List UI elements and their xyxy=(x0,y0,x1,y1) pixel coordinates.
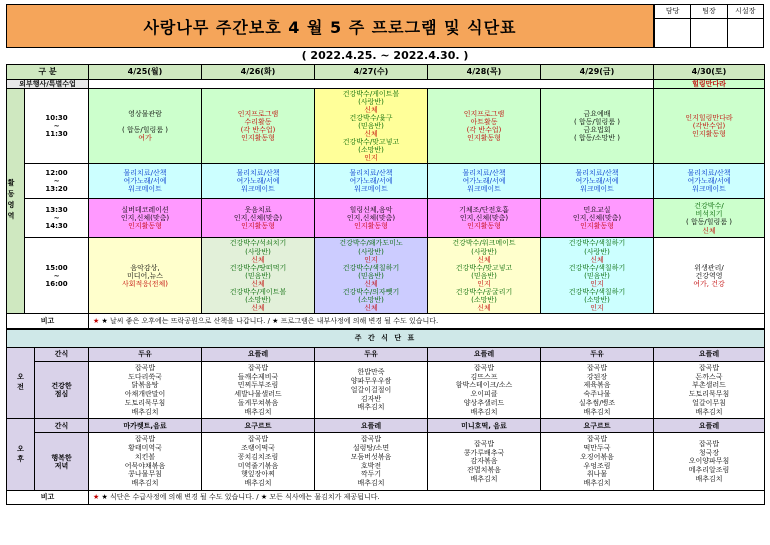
page-title xyxy=(6,4,654,48)
menu-lunch-label: 건강한 점심 xyxy=(35,361,89,419)
col-header-6: 4/30(토) xyxy=(654,65,765,80)
time-slot-1: 10:30 ~ 11:30 xyxy=(25,89,89,164)
col-header-1: 4/25(월) xyxy=(89,65,202,80)
menu-dinner-sat: 잡곡밥 청국장 오이양파무침 메추리알조림 배추김치 xyxy=(654,433,765,491)
cell-2-sat: 물리치료/산책 여가노래/서예 워크메이트 xyxy=(654,164,765,199)
weekly-menu-table xyxy=(6,329,765,505)
menu-title: 주 간 식 단 표 xyxy=(7,329,765,347)
cell-2-wed: 물리치료/산책 여가노래/서예 워크메이트 xyxy=(315,164,428,199)
menu-snack-am-tue: 요플레 xyxy=(202,347,315,361)
menu-lunch-fri: 잡곡밥 강된장 제육볶음 숙주나물 실추썸/뱅조 배추김치 xyxy=(541,361,654,419)
time-slot-2: 12:00 ~ 13:20 xyxy=(25,164,89,199)
schedule-note-text: ★ ★ 날씨 좋은 오후에는 뜨락공원으로 산책을 나갑니다. / ★ 프로그램은 내부사정에 의해 변경 될 수도 있습니다. xyxy=(89,313,765,328)
approval-signature-box xyxy=(654,4,764,48)
menu-snack-label-pm: 간식 xyxy=(35,419,89,433)
sign-label-0: 담당 xyxy=(655,5,691,19)
cell-2-thu: 물리치료/산책 여가노래/서예 워크메이트 xyxy=(428,164,541,199)
col-header-4: 4/28(목) xyxy=(428,65,541,80)
schedule-row-4 xyxy=(7,238,765,313)
cell-3-thu: 기체조/단전호흡 인지,신체(맞춤) 인지활동형 xyxy=(428,199,541,238)
sign-space-1[interactable] xyxy=(691,19,727,48)
special-row-value: 힐링만다라 xyxy=(654,80,765,89)
page-title-text: 사랑나무 주간보호 4 월 5 주 프로그램 및 식단표 xyxy=(143,17,517,37)
cell-1-thu: 인지프로그램 아트활동 (각 반수업) 인지활동형 xyxy=(428,89,541,164)
period-text: ( 2022.4.25. ~ 2022.4.30. ) xyxy=(301,49,469,62)
menu-snack-pm-sat: 요플레 xyxy=(654,419,765,433)
schedule-note-label: 비고 xyxy=(7,313,89,328)
menu-lunch-mon: 잡곡밥 도다리쑥국 닭볶음탕 아채개란말이 도토리묵무침 배추김치 xyxy=(89,361,202,419)
menu-lunch-tue: 잡곡밥 들깨수제비국 민찌두부조림 세발나물샐러드 돌게무쳐볶음 배추김치 xyxy=(202,361,315,419)
cell-2-fri: 물리치료/산책 여가노래/서예 워크메이트 xyxy=(541,164,654,199)
cell-4-sat: 위생관리/ 건강역영 여가, 건강 xyxy=(654,238,765,313)
menu-note-text: ★ ★ 식단은 수급사정에 의해 변경 될 수도 있습니다. / ★ 모든 식사에는 물김치가 제공됩니다. xyxy=(89,490,765,504)
menu-lunch-thu: 잡곡밥 김뜨스프 함박스테이크/소스 오이피클 양상추샐러드 배추김치 xyxy=(428,361,541,419)
schedule-header-row xyxy=(7,65,765,80)
cell-4-thu: 건강박수/워크메이트 (사랑반) 신체 건강박수/맞고넣고 (믿음반) 인지 건강박수/공굴리기 (소망반) 신체 xyxy=(428,238,541,313)
cell-3-mon: 실버데코레이션 인지,신체(맞춤) 인지활동형 xyxy=(89,199,202,238)
menu-lunch-wed: 한밥만죽 양파무우우쌈 얼갈이걸절이 김자반 배추김치 xyxy=(315,361,428,419)
menu-lunch-sat: 잡곡밥 돈까스국 부촌샐러드 도토리묵무침 얼갈이무침 배추김치 xyxy=(654,361,765,419)
cell-3-fri: 민요교실 인지,신체(맞춤) 인지활동형 xyxy=(541,199,654,238)
menu-note-label: 비고 xyxy=(7,490,89,504)
special-row-blank xyxy=(89,80,654,89)
menu-dinner-mon: 잡곡밥 황태미역국 치킨볼 어묵야채볶음 콩나물무침 배추김치 xyxy=(89,433,202,491)
activity-area-label: 활동영역 xyxy=(7,89,25,314)
menu-snack-pm-wed: 요플레 xyxy=(315,419,428,433)
cell-4-tue: 건강박수/석쇠치기 (사랑반) 신체 건강박수/땅떠먹기 (믿음반) 신체 건강박수/게이트볼 (소망반) 신체 xyxy=(202,238,315,313)
menu-am-label: 오전 xyxy=(7,347,35,419)
cell-2-tue: 물리치료/산책 여가노래/서예 워크메이트 xyxy=(202,164,315,199)
menu-dinner-fri: 잡곡밥 떡만두국 오징어볶음 우엉조림 취나물 배추김치 xyxy=(541,433,654,491)
menu-snack-am-sat: 요플레 xyxy=(654,347,765,361)
menu-dinner-row xyxy=(7,433,765,491)
cell-4-mon: 음악감상, 미디어,뉴스 사회적응(전체) xyxy=(89,238,202,313)
menu-note-row xyxy=(7,490,765,504)
menu-pm-label: 오후 xyxy=(7,419,35,491)
schedule-note-row xyxy=(7,313,765,328)
cell-1-fri: 금요예배 ( 합동/힐링룸 ) 금요법회 ( 합동/소망반 ) xyxy=(541,89,654,164)
menu-dinner-thu: 잡곡밥 콩가루배추국 감자볶음 잔멸치볶음 배추김치 xyxy=(428,433,541,491)
cell-4-fri: 건강박수/색칠하기 (사랑반) 신체 건강박수/색칠하기 (믿음반) 인지 건강박수/색칠하기 (소망반) 인지 xyxy=(541,238,654,313)
menu-snack-pm-mon: 마가렛트,음료 xyxy=(89,419,202,433)
cell-3-sat: 건강박수/ 비석치기 ( 합동/힐링룸 ) 신체 xyxy=(654,199,765,238)
menu-snack-am-fri: 두유 xyxy=(541,347,654,361)
sign-space-0[interactable] xyxy=(655,19,691,48)
menu-dinner-tue: 잡곡밥 조랭이떡국 꽁치김치조림 미역줄기볶음 햇잎장아찌 배추김치 xyxy=(202,433,315,491)
time-slot-3: 13:30 ~ 14:30 xyxy=(25,199,89,238)
menu-snack-am-thu: 요플레 xyxy=(428,347,541,361)
cell-4-wed: 건강박수/왜가도미노 (사랑반) 인지 건강박수/색칠하기 (믿음반) 신체 건강박수/의자뺏기 (소망반) 신체 xyxy=(315,238,428,313)
menu-note-value: ★ 식단은 수급사정에 의해 변경 될 수도 있습니다. / ★ 모든 식사에는 물김치가 제공됩니다. xyxy=(101,493,380,502)
cell-3-tue: 웃음치료 인지,신체(맞춤) 인지활동형 xyxy=(202,199,315,238)
menu-dinner-label: 행복한 저녁 xyxy=(35,433,89,491)
weekly-schedule-table xyxy=(6,64,765,329)
menu-snack-label-am: 간식 xyxy=(35,347,89,361)
sign-label-2: 시설장 xyxy=(727,5,763,19)
cell-2-mon: 물리치료/산책 여가노래/서예 워크메이트 xyxy=(89,164,202,199)
menu-snack-pm-fri: 요구르트 xyxy=(541,419,654,433)
special-row-label: 외부행사/특별수업 xyxy=(7,80,89,89)
menu-lunch-row xyxy=(7,361,765,419)
menu-snack-am-row xyxy=(7,347,765,361)
col-header-5: 4/29(금) xyxy=(541,65,654,80)
col-header-2: 4/26(화) xyxy=(202,65,315,80)
menu-snack-pm-thu: 미니호떡, 음료 xyxy=(428,419,541,433)
menu-title-row xyxy=(7,329,765,347)
col-header-0: 구 분 xyxy=(7,65,89,80)
sign-space-2[interactable] xyxy=(727,19,763,48)
time-slot-4: 15:00 ~ 16:00 xyxy=(25,238,89,313)
special-activity-row xyxy=(7,80,765,89)
cell-3-wed: 힐링신체,음악 인지,신체(맞춤) 인지활동형 xyxy=(315,199,428,238)
cell-1-sat: 인지힐링만다라 (각반수업) 인지활동형 xyxy=(654,89,765,164)
schedule-row-3 xyxy=(7,199,765,238)
cell-1-wed: 건강박수/게이트볼 (사랑반) 신체 건강박수/윷구 (믿음반) 신체 건강박수/맞고넣고 (소망반) 인지 xyxy=(315,89,428,164)
sign-label-1: 팀장 xyxy=(691,5,727,19)
menu-snack-am-mon: 두유 xyxy=(89,347,202,361)
menu-snack-pm-row xyxy=(7,419,765,433)
schedule-note-value: ★ 날씨 좋은 오후에는 뜨락공원으로 산책을 나갑니다. / ★ 프로그램은 내부사정에 의해 변경 될 수도 있습니다. xyxy=(101,316,439,325)
menu-dinner-wed: 잡곡밥 설렁탕/소면 모둠버섯볶음 호박전 깍두기 배추김치 xyxy=(315,433,428,491)
menu-snack-am-wed: 두유 xyxy=(315,347,428,361)
schedule-row-2 xyxy=(7,164,765,199)
col-header-3: 4/27(수) xyxy=(315,65,428,80)
cell-1-mon: 영상물관람 ( 합동/힐링룸 ) 여가 xyxy=(89,89,202,164)
schedule-row-1 xyxy=(7,89,765,164)
cell-1-tue: 인지프로그램 수리활동 (각 반수업) 인지활동형 xyxy=(202,89,315,164)
menu-snack-pm-tue: 요구르트 xyxy=(202,419,315,433)
page-header xyxy=(6,4,764,48)
